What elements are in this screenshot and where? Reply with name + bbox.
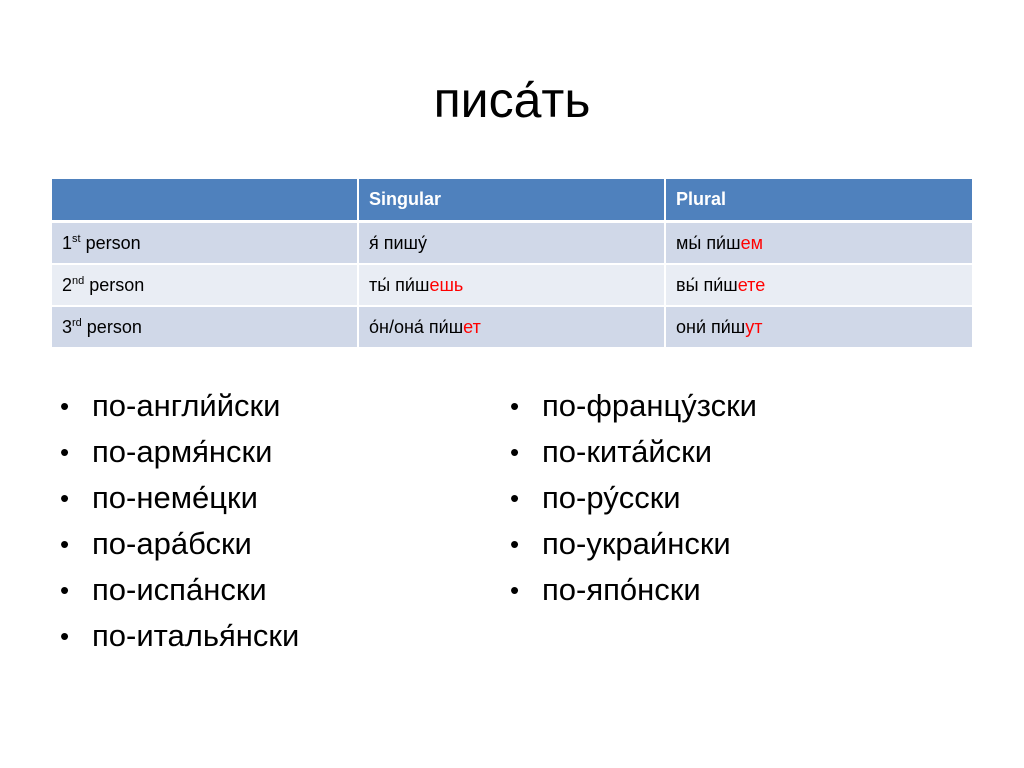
verb-stem: о́н/она́ пи́ш: [369, 316, 464, 337]
person-label: person: [81, 316, 142, 337]
person-cell: [52, 306, 358, 348]
bullet-icon: •: [60, 391, 70, 421]
person-number: 1: [62, 232, 73, 253]
bullet-icon: •: [510, 483, 520, 513]
person-ordinal-suffix: rd: [72, 316, 82, 329]
list-item-text: по-италья́нски: [92, 618, 300, 653]
header-cell-plural: Plural: [665, 179, 972, 222]
plural-cell: [665, 264, 972, 306]
bullet-icon: •: [60, 437, 70, 467]
list-item-text: по-армя́нски: [92, 434, 273, 469]
table-row: [52, 264, 972, 306]
language-list-left: [52, 383, 472, 659]
list-item-text: по-неме́цки: [92, 480, 258, 515]
bullet-icon: •: [510, 391, 520, 421]
list-item: [502, 567, 922, 613]
list-item: [502, 383, 922, 429]
verb-stem: вы́ пи́ш: [676, 274, 738, 295]
person-cell: [52, 222, 358, 265]
verb-ending: ем: [740, 232, 763, 253]
singular-cell: [358, 306, 665, 348]
verb-ending: ет: [463, 316, 481, 337]
list-item: [52, 383, 472, 429]
list-item: [52, 521, 472, 567]
verb-stem: мы́ пи́ш: [676, 232, 741, 253]
list-item-text: по-францу́зски: [542, 388, 757, 423]
person-cell: [52, 264, 358, 306]
list-item-text: по-англи́йски: [92, 388, 281, 423]
bullet-icon: •: [510, 529, 520, 559]
person-ordinal-suffix: st: [72, 232, 81, 245]
person-label: person: [84, 274, 145, 295]
singular-cell: [358, 264, 665, 306]
list-item: [52, 567, 472, 613]
verb-ending: ешь: [429, 274, 464, 295]
singular-cell: [358, 222, 665, 265]
verb-ending: ут: [745, 316, 763, 337]
verb-stem: они́ пи́ш: [676, 316, 746, 337]
bullet-icon: •: [60, 621, 70, 651]
table-row: [52, 306, 972, 348]
list-item: [52, 475, 472, 521]
list-item-text: по-кита́йски: [542, 434, 713, 469]
language-list-right: [502, 383, 922, 613]
list-item-text: по-украи́нски: [542, 526, 731, 561]
table-row: [52, 222, 972, 265]
list-item: [502, 475, 922, 521]
bullet-icon: •: [510, 575, 520, 605]
list-item-text: по-испа́нски: [92, 572, 267, 607]
person-ordinal-suffix: nd: [72, 274, 85, 287]
bullet-icon: •: [60, 575, 70, 605]
plural-cell: [665, 306, 972, 348]
bullet-icon: •: [510, 437, 520, 467]
list-item-text: по-ру́сски: [542, 480, 681, 515]
verb-stem: ты́ пи́ш: [369, 274, 430, 295]
bullet-icon: •: [60, 483, 70, 513]
conjugation-table: [52, 179, 972, 349]
list-item: [502, 521, 922, 567]
list-item: [502, 429, 922, 475]
slide-title: писа́ть: [433, 72, 591, 128]
header-cell-singular: Singular: [358, 179, 665, 222]
plural-cell: [665, 222, 972, 265]
verb-ending: ете: [737, 274, 766, 295]
person-label: person: [80, 232, 141, 253]
person-number: 2: [62, 274, 73, 295]
person-number: 3: [62, 316, 73, 337]
list-item: [52, 429, 472, 475]
list-item-text: по-япо́нски: [542, 572, 701, 607]
bullet-icon: •: [60, 529, 70, 559]
list-item-text: по-ара́бски: [92, 526, 252, 561]
table-header-row: [52, 179, 972, 222]
verb-stem: я́ пишу́: [369, 232, 427, 253]
list-item: [52, 613, 472, 659]
header-cell-empty: [52, 179, 358, 222]
